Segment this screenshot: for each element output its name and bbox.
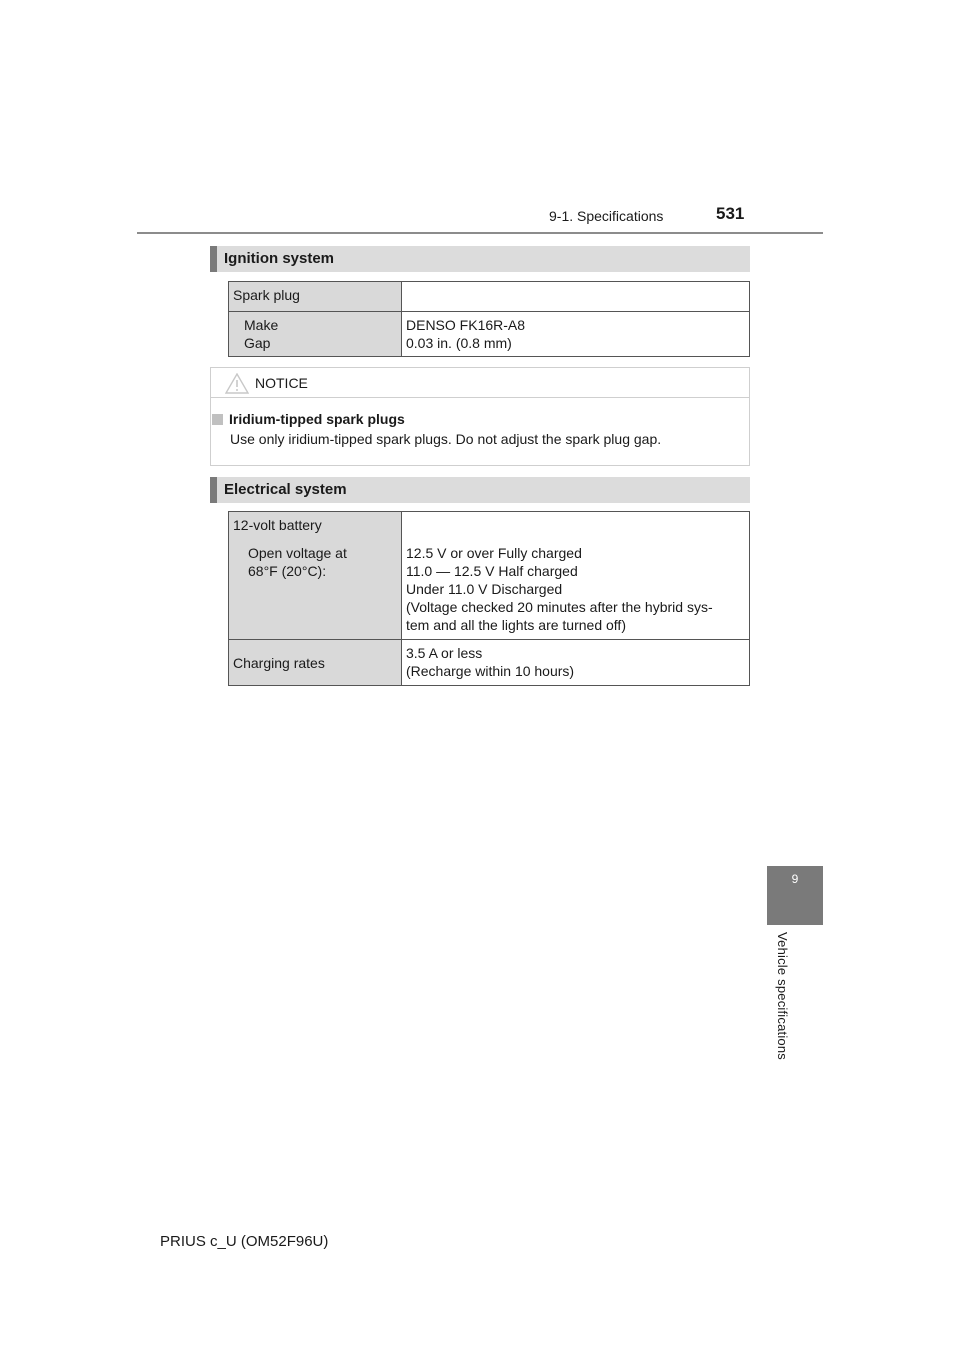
electrical-section-heading: Electrical system (210, 477, 750, 503)
chapter-number: 9 (791, 872, 799, 886)
table-row (229, 311, 749, 356)
battery-label: 12-volt battery (233, 517, 322, 533)
header-rule (137, 232, 823, 234)
voltage-line: (Voltage checked 20 minutes after the hybrid sys- (406, 599, 713, 615)
table-row (229, 282, 749, 311)
square-bullet-icon (212, 414, 223, 425)
running-header-section: 9-1. Specifications (549, 208, 664, 224)
ignition-section-heading: Ignition system (210, 246, 750, 272)
chapter-tab (767, 866, 823, 925)
warning-triangle-icon (225, 373, 249, 399)
voltage-line: 12.5 V or over Fully charged (406, 545, 582, 561)
chapter-label: Vehicle specifications (775, 932, 790, 1060)
electrical-spec-table (228, 511, 750, 686)
charging-rates-label: Charging rates (229, 640, 402, 685)
spark-plug-label: Spark plug (229, 282, 402, 311)
notice-box (210, 367, 750, 466)
notice-label: NOTICE (255, 375, 308, 391)
open-voltage-temp: 68°F (20°C): (248, 563, 327, 579)
notice-item-text: Use only iridium-tipped spark plugs. Do not adjust the spark plug gap. (230, 431, 662, 447)
voltage-values (402, 512, 749, 639)
gap-value: 0.03 in. (0.8 mm) (406, 335, 512, 351)
voltage-line: Under 11.0 V Discharged (406, 581, 563, 597)
open-voltage-label: Open voltage at (248, 545, 347, 561)
notice-item-title: Iridium-tipped spark plugs (212, 411, 405, 427)
make-gap-labels (229, 312, 402, 356)
table-row (229, 512, 749, 639)
voltage-line: tem and all the lights are turned off) (406, 617, 626, 633)
charging-line: (Recharge within 10 hours) (406, 663, 575, 679)
table-cell-empty (402, 282, 749, 311)
make-value: DENSO FK16R-A8 (406, 317, 526, 333)
ignition-spec-table (228, 281, 750, 357)
notice-header (211, 368, 749, 398)
voltage-line: 11.0 — 12.5 V Half charged (406, 563, 578, 579)
make-label: Make (244, 317, 279, 333)
gap-label: Gap (244, 335, 271, 351)
table-row (229, 639, 749, 685)
page-number: 531 (716, 204, 745, 223)
make-gap-values (402, 312, 749, 356)
charging-line: 3.5 A or less (406, 645, 483, 661)
footer-model-code: PRIUS c_U (OM52F96U) (160, 1233, 329, 1250)
charging-rates-values (402, 640, 749, 685)
battery-labels (229, 512, 402, 639)
